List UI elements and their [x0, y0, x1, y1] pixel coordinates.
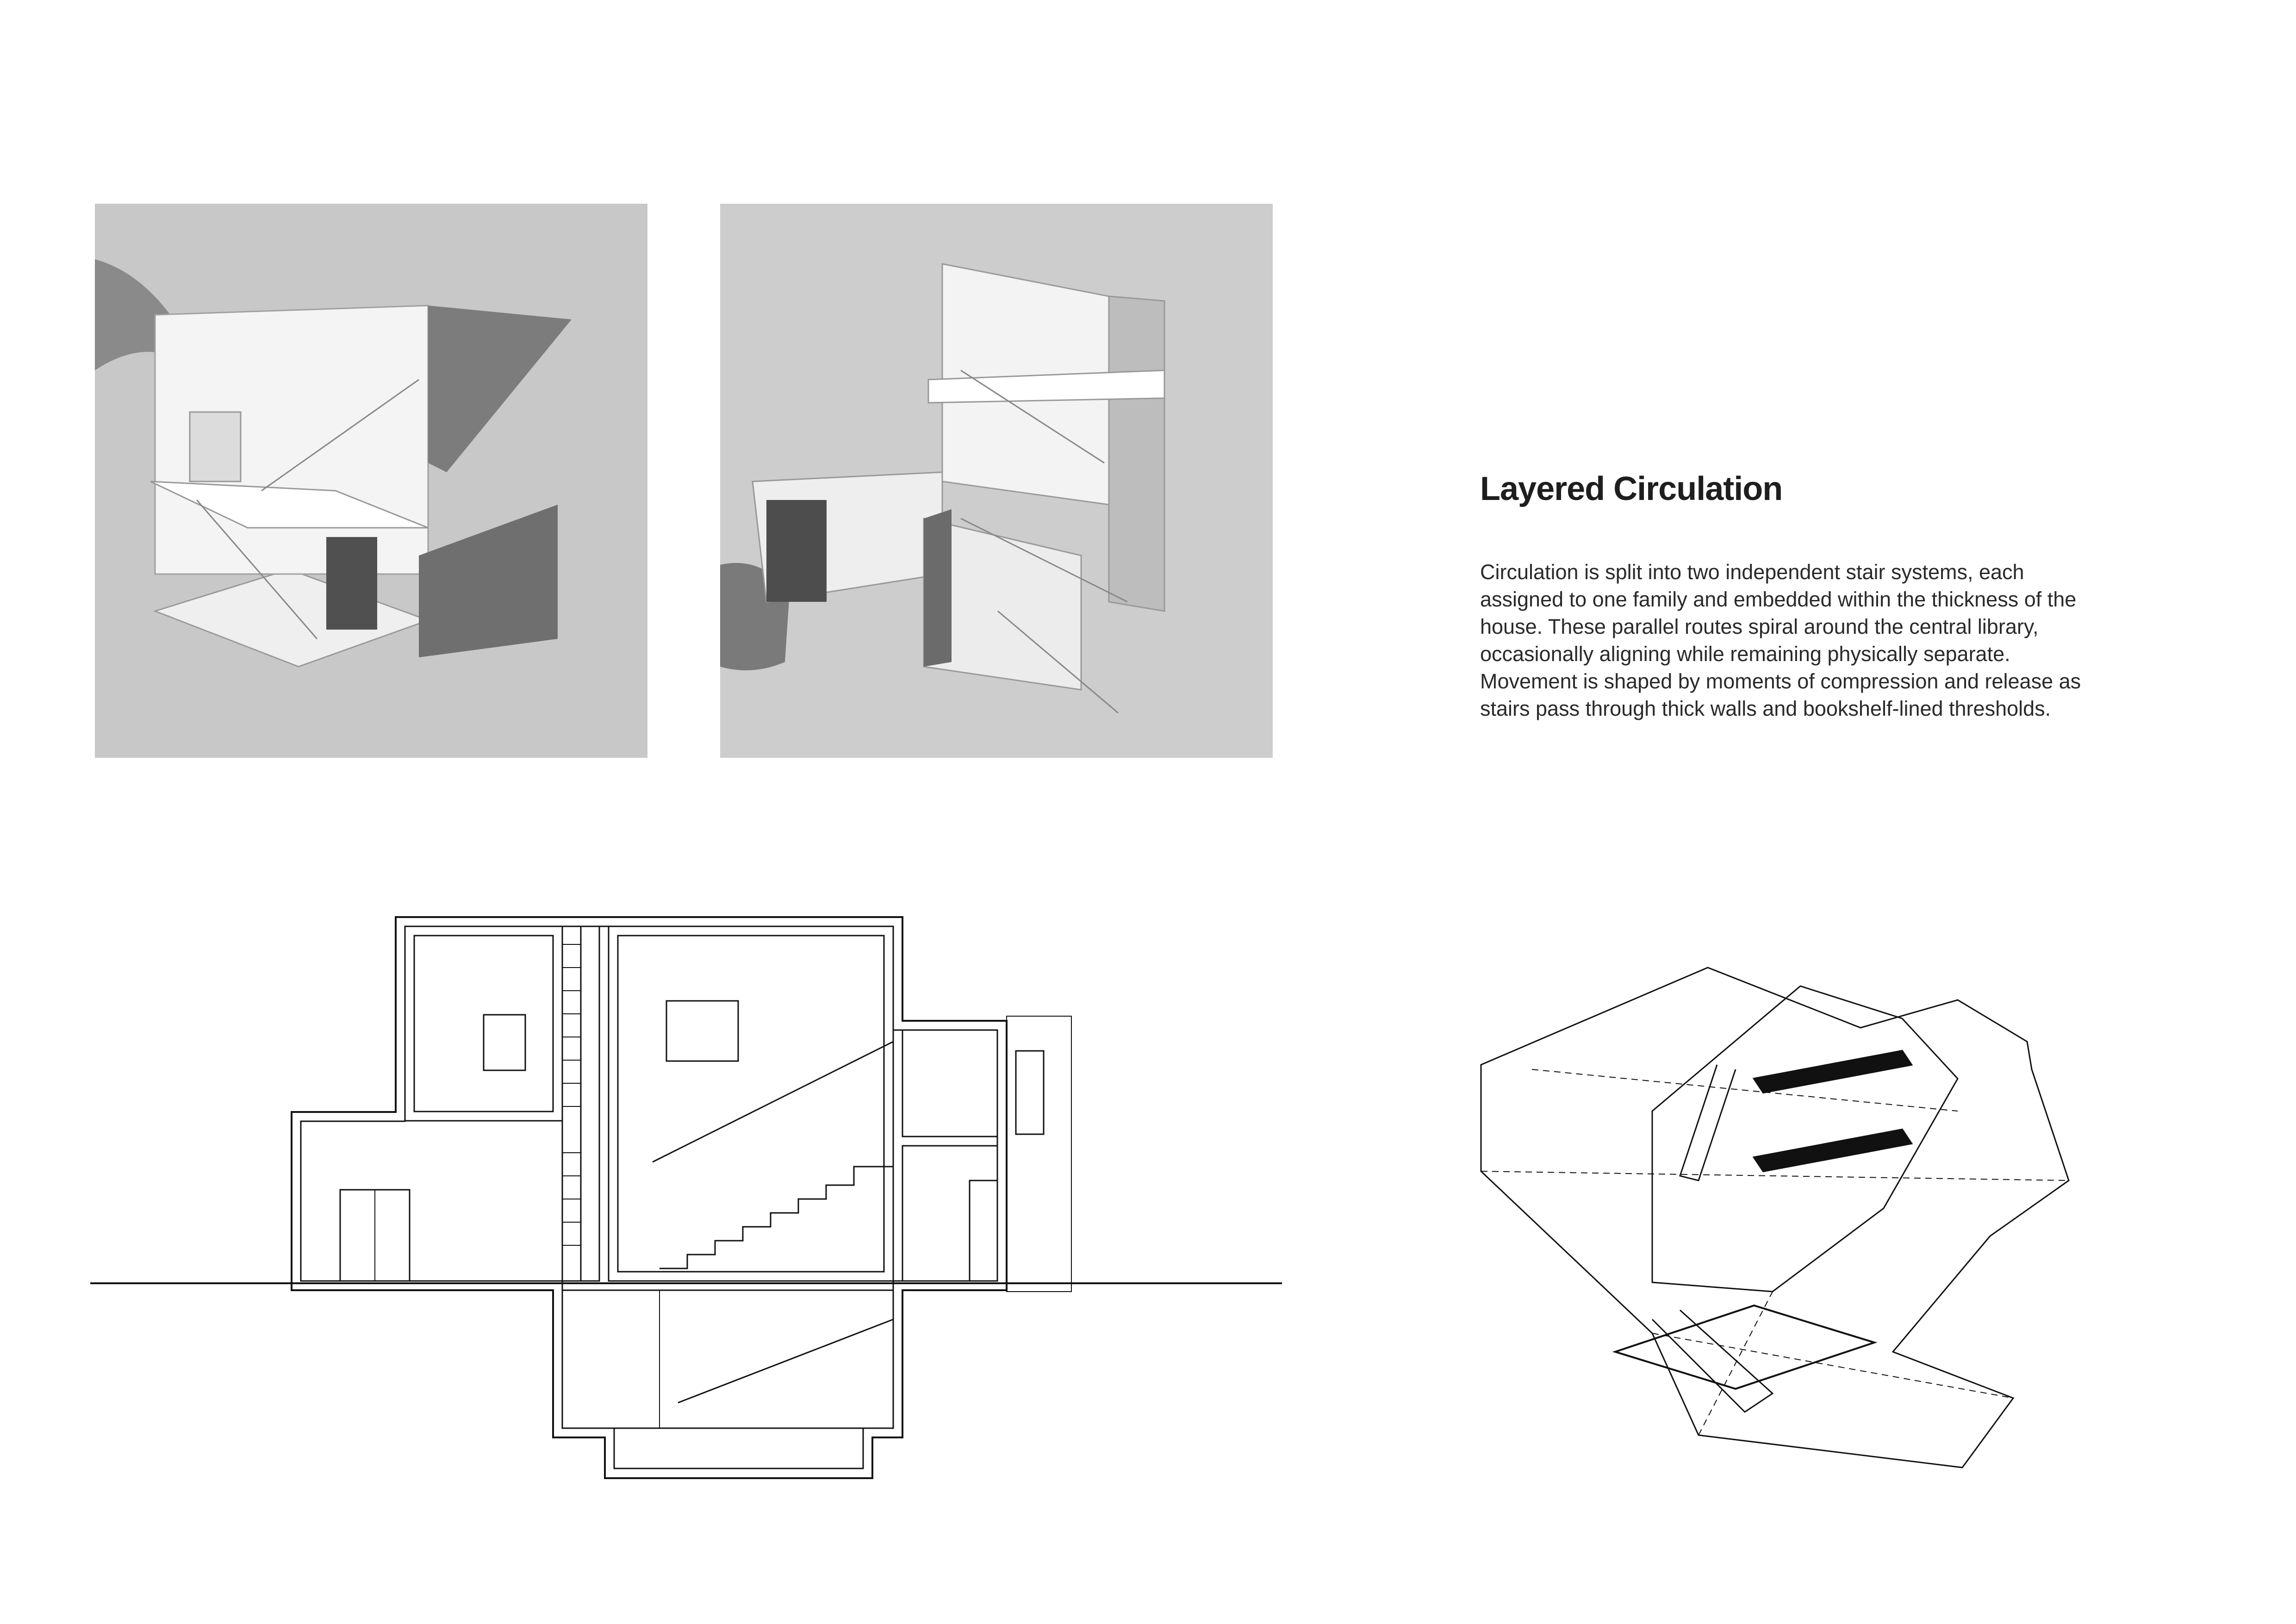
stair-flight-lower: [1652, 1310, 1773, 1412]
library-stair: [660, 1167, 893, 1268]
upper-right-room: [902, 1030, 997, 1137]
window-upper-left: [484, 1015, 525, 1070]
description-paragraph: Circulation is split into two independent stair systems, each assigned to one family and embedded within the thickness of the house. These parallel routes spiral around the central library, occasionally aligning while remaining physically separate. Movement is shaped by moments of compression and release as stairs pass through thick walls and bookshelf-lined thresholds.: [1480, 560, 2081, 720]
model-photo-2: [720, 204, 1273, 758]
basement-room: [562, 1290, 893, 1428]
library-room: [609, 926, 893, 1281]
stair-flight-upper: [1754, 1051, 1911, 1171]
outer-wall-outline: [292, 917, 1007, 1478]
axonometric-drawing: [1476, 958, 2097, 1477]
floor-slab: [1615, 1305, 1874, 1389]
stair-column-left: [562, 926, 599, 1281]
central-stair-block: [666, 1001, 738, 1061]
model-photo-1-graphic: [95, 204, 647, 758]
model-photo-2-graphic: [720, 204, 1273, 758]
page-title: Layered Circulation: [1480, 470, 1783, 507]
lower-right-room: [902, 1146, 997, 1281]
section-drawing: [90, 903, 1282, 1486]
stair-flight-left: [1680, 1065, 1736, 1181]
inner-volume: [1652, 986, 1958, 1292]
hidden-lines: [1481, 1069, 2069, 1435]
model-photo-1: [95, 204, 647, 758]
